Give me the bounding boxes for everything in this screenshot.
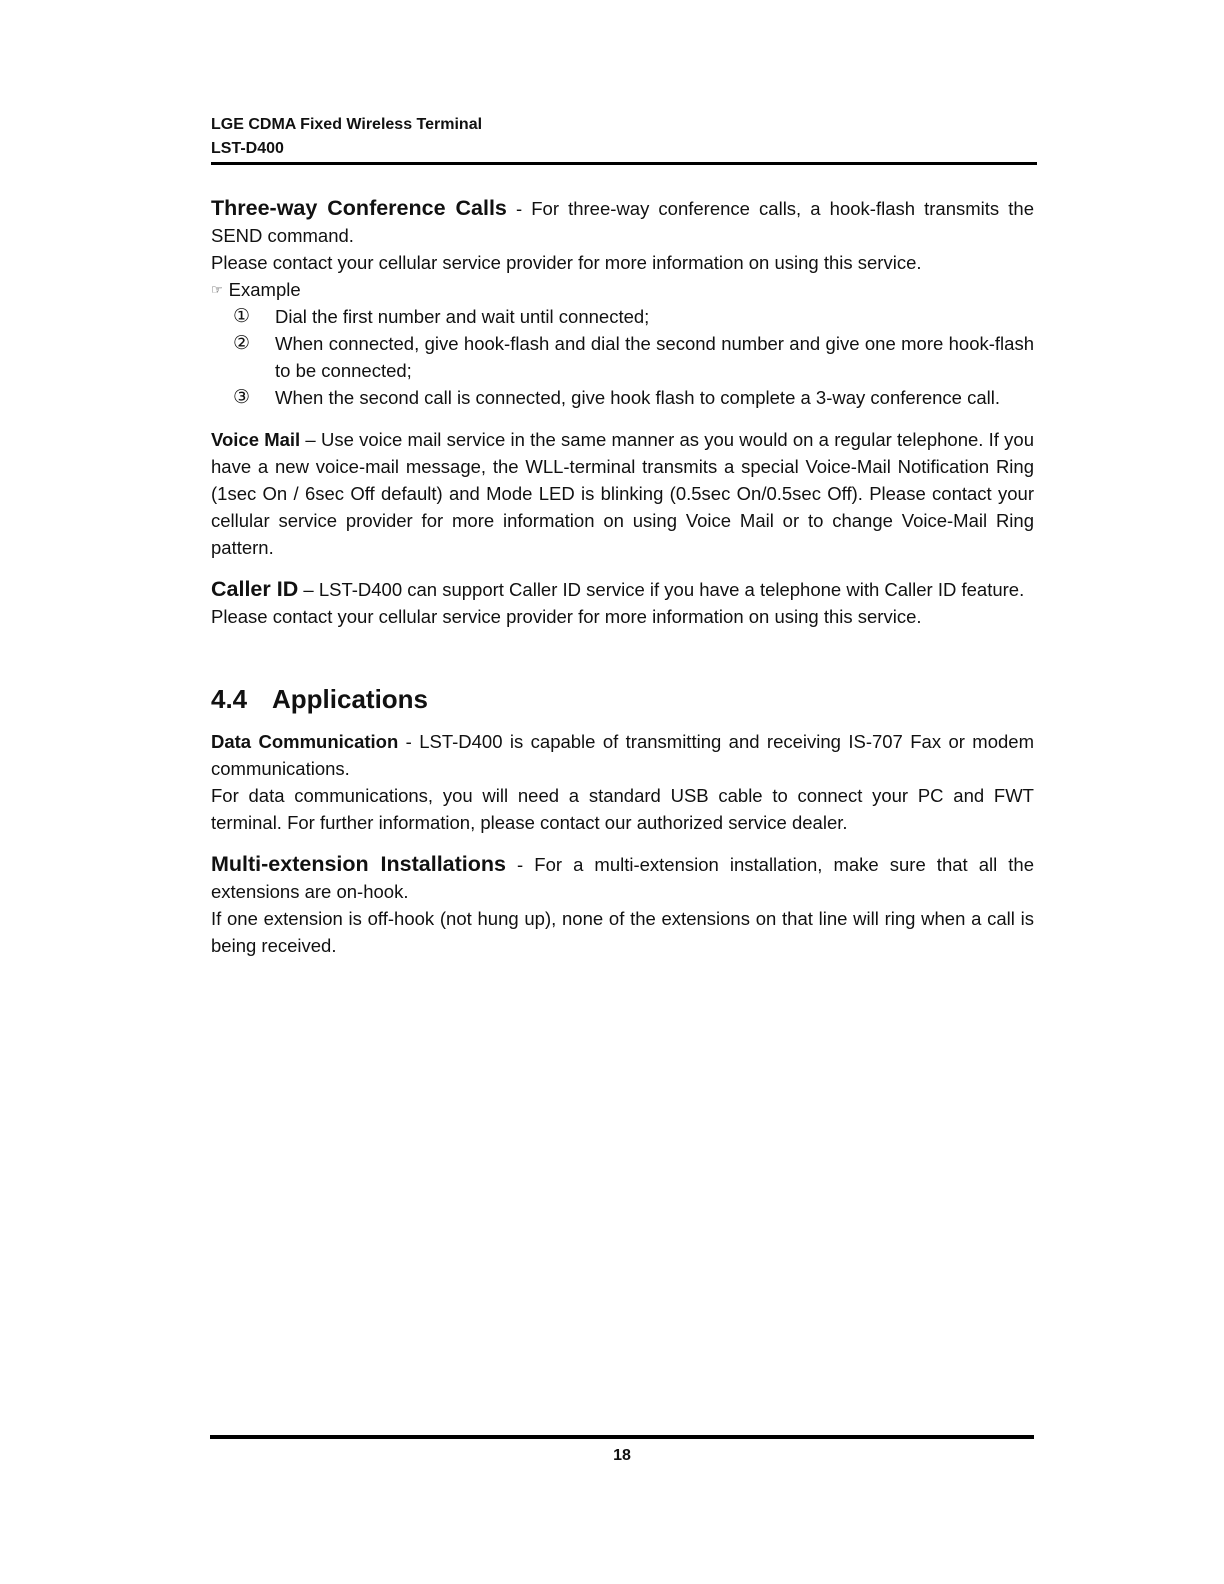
- caller-id-paragraph: [211, 576, 1034, 603]
- data-communication-detail: For data communications, you will need a standard USB cable to connect your PC and FWT terminal. For further information, please contact our authorized service dealer.: [211, 785, 1034, 833]
- voice-mail-heading: Voice Mail: [211, 429, 301, 450]
- data-communication-text: LST-D400 is capable of transmitting and receiving IS-707 Fax or modem communications.: [211, 731, 1034, 779]
- three-way-separator: -: [506, 198, 532, 219]
- data-communication-paragraph: [211, 728, 1034, 782]
- three-way-heading: Three-way Conference Calls: [211, 196, 507, 220]
- step-number: ①: [233, 305, 251, 327]
- voice-mail-text: Use voice mail service in the same manner as you would on a regular telephone. If you have a new voice-mail message, the WLL-terminal transmits a special Voice-Mail Notification Ring (1sec On / 6sec Off default) and Mode LED is blinking (0.5sec On/0.5sec Off). Please contact your cellular service provider for more information on using Voice Mail or to change Voice-Mail Ring pattern.: [211, 429, 1034, 558]
- page-content: [211, 195, 1034, 974]
- list-item: [211, 303, 1034, 330]
- three-way-section: [211, 195, 1034, 411]
- page-number: 18: [613, 1447, 631, 1464]
- data-communication-heading: Data Communication: [211, 731, 399, 752]
- footer-rule: [210, 1435, 1034, 1439]
- caller-id-text: LST-D400 can support Caller ID service if you have a telephone with Caller ID feature.: [318, 579, 1025, 600]
- pointing-hand-icon: ☞: [211, 282, 223, 297]
- header-model: LST-D400: [211, 140, 284, 157]
- multi-extension-detail: If one extension is off-hook (not hung up), none of the extensions on that line will ring when a call is being received.: [211, 908, 1034, 956]
- multi-extension-heading: Multi-extension Installations: [211, 852, 506, 876]
- section-heading: [211, 682, 1034, 716]
- caller-id-section: [211, 576, 1034, 630]
- step-number: ③: [233, 386, 251, 408]
- voice-mail-section: [211, 426, 1034, 561]
- header-title: LGE CDMA Fixed Wireless Terminal: [211, 116, 483, 133]
- voice-mail-paragraph: [211, 426, 1034, 561]
- step-text: When connected, give hook-flash and dial the second number and give one more hook-flash to be connected;: [275, 333, 1034, 381]
- section-number: 4.4: [211, 684, 248, 714]
- caller-id-separator: –: [298, 579, 319, 600]
- step-text: When the second call is connected, give hook flash to complete a 3-way conference call.: [275, 387, 1000, 408]
- data-communication-section: [211, 728, 1034, 836]
- three-way-paragraph: [211, 195, 1034, 249]
- voice-mail-separator: –: [300, 429, 321, 450]
- multi-extension-paragraph: [211, 851, 1034, 905]
- caller-id-contact: Please contact your cellular service provider for more information on using this service.: [211, 606, 922, 627]
- three-way-text: For three-way conference calls, a hook-flash transmits the SEND command.: [211, 198, 1034, 246]
- example-label: Example: [228, 279, 301, 300]
- multi-extension-text: For a multi-extension installation, make sure that all the extensions are on-hook.: [211, 854, 1034, 902]
- list-item: [211, 330, 1034, 384]
- header-rule: [211, 162, 1037, 165]
- caller-id-heading: Caller ID: [211, 577, 299, 601]
- step-text: Dial the first number and wait until connected;: [275, 306, 650, 327]
- multi-extension-separator: -: [506, 854, 535, 875]
- example-label-line: [211, 276, 1034, 303]
- data-communication-separator: -: [398, 731, 420, 752]
- multi-extension-section: [211, 851, 1034, 959]
- page-header: [211, 113, 1037, 165]
- three-way-contact: Please contact your cellular service provider for more information on using this service.: [211, 252, 922, 273]
- list-item: [211, 384, 1034, 411]
- section-title: Applications: [272, 684, 429, 714]
- step-number: ②: [233, 332, 251, 354]
- example-steps: [211, 303, 1034, 411]
